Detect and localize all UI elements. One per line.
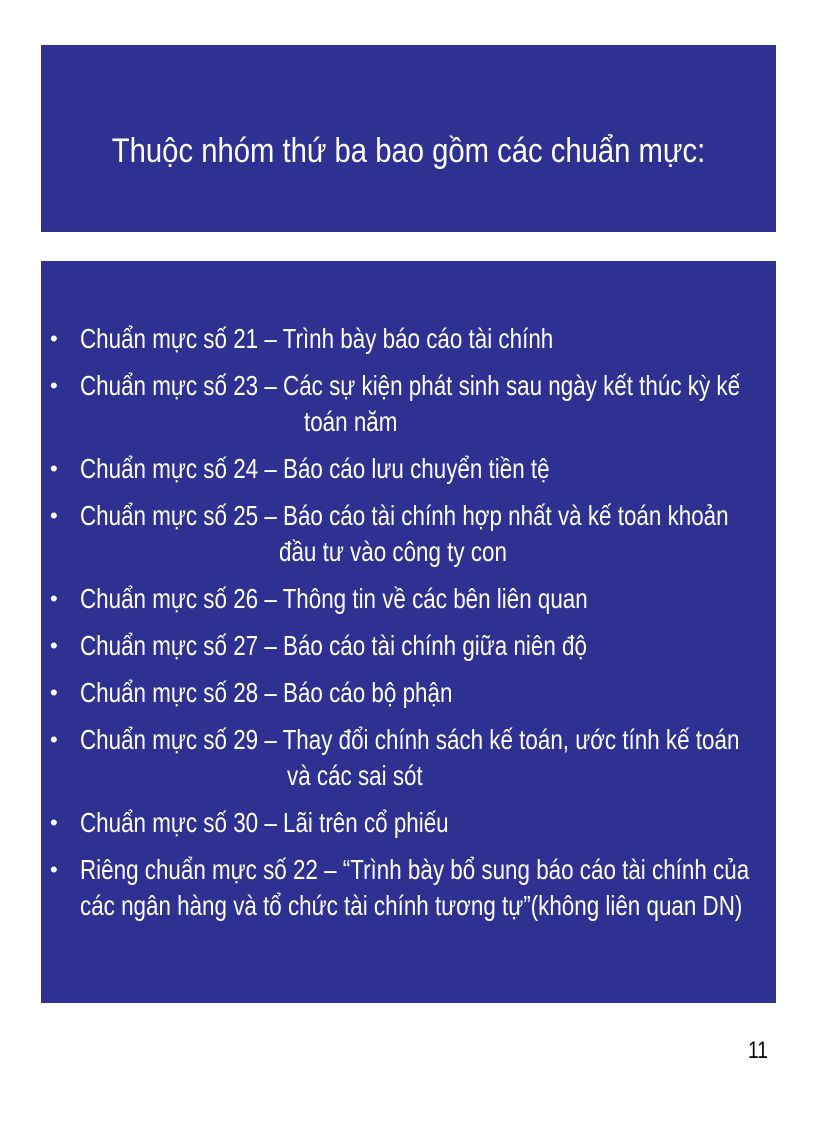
bullet-icon: • bbox=[50, 373, 58, 398]
list-item bbox=[41, 805, 776, 841]
bullet-icon: • bbox=[50, 503, 58, 528]
bullet-icon: • bbox=[50, 633, 58, 658]
list-item-text-continued: đầu tư vào công ty con bbox=[279, 536, 507, 567]
list-item-text: Chuẩn mực số 21 – Trình bày báo cáo tài chính bbox=[80, 323, 554, 354]
list-item-text: Chuẩn mực số 23 – Các sự kiện phát sinh sau ngày kết thúc kỳ kế bbox=[80, 370, 741, 401]
list-item-text-continued: các ngân hàng và tổ chức tài chính tương tự”(không liên quan DN) bbox=[80, 890, 743, 921]
bullet-icon: • bbox=[50, 727, 58, 752]
list-item bbox=[41, 675, 776, 711]
list-item bbox=[41, 498, 776, 570]
bullet-icon: • bbox=[50, 680, 58, 705]
bullet-icon: • bbox=[50, 456, 58, 481]
list-item-text: Chuẩn mực số 27 – Báo cáo tài chính giữa niên độ bbox=[80, 630, 587, 661]
list-item-text: Chuẩn mực số 28 – Báo cáo bộ phận bbox=[80, 677, 453, 708]
list-item bbox=[41, 451, 776, 487]
list-item bbox=[41, 722, 776, 794]
bullet-icon: • bbox=[50, 857, 58, 882]
page-number: 11 bbox=[748, 1037, 768, 1064]
list-item-text: Chuẩn mực số 25 – Báo cáo tài chính hợp nhất và kế toán khoản bbox=[80, 500, 729, 531]
list-item-text: Chuẩn mực số 24 – Báo cáo lưu chuyển tiền tệ bbox=[80, 453, 550, 484]
bullet-icon: • bbox=[50, 326, 58, 351]
list-item bbox=[41, 321, 776, 357]
standards-list bbox=[41, 321, 776, 935]
list-item bbox=[41, 628, 776, 664]
list-item-text: Chuẩn mực số 30 – Lãi trên cổ phiếu bbox=[80, 807, 449, 838]
list-item-text-continued: toán năm bbox=[304, 406, 398, 437]
list-item bbox=[41, 852, 776, 924]
list-item-text: Chuẩn mực số 26 – Thông tin về các bên liên quan bbox=[80, 583, 588, 614]
list-item-text-continued: và các sai sót bbox=[287, 760, 423, 791]
list-item-text: Chuẩn mực số 29 – Thay đổi chính sách kế toán, ước tính kế toán bbox=[80, 724, 740, 755]
slide-content-box bbox=[41, 261, 776, 1003]
list-item bbox=[41, 368, 776, 440]
slide-title-box bbox=[41, 45, 776, 232]
bullet-icon: • bbox=[50, 586, 58, 611]
bullet-icon: • bbox=[50, 810, 58, 835]
list-item-text: Riêng chuẩn mực số 22 – “Trình bày bổ sung báo cáo tài chính của bbox=[80, 854, 750, 885]
slide-title: Thuộc nhóm thứ ba bao gồm các chuẩn mực: bbox=[111, 132, 706, 170]
list-item bbox=[41, 581, 776, 617]
